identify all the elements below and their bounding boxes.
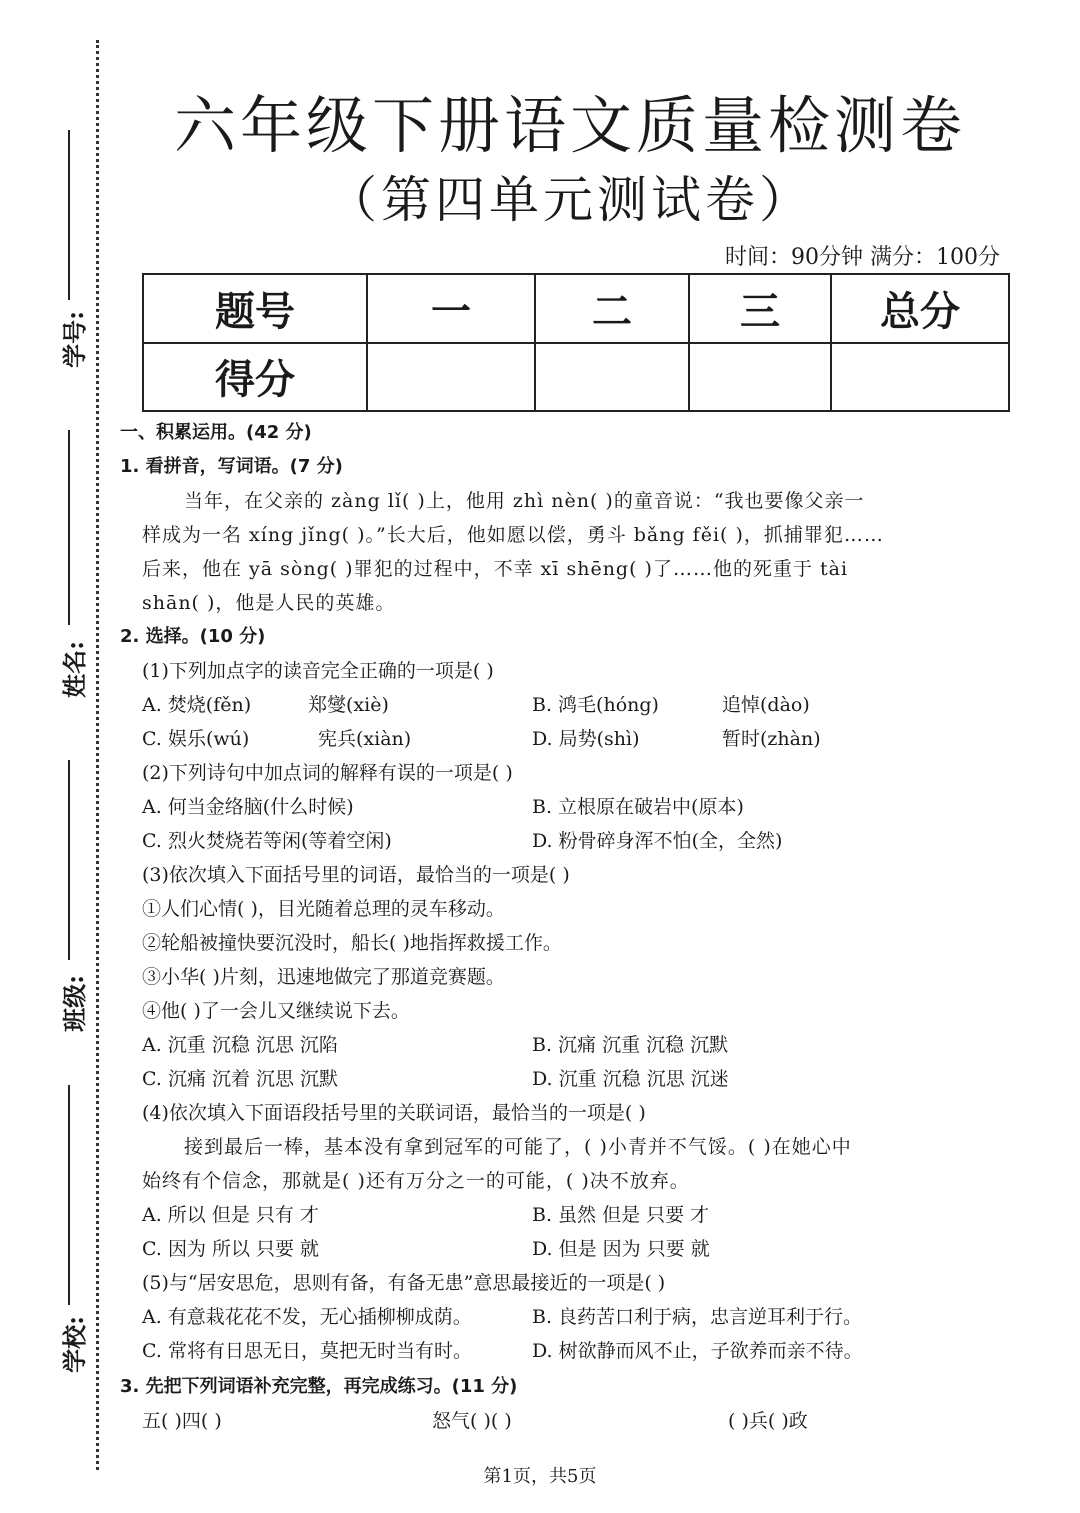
score-table <box>142 273 1010 412</box>
q1-label: 1. 看拼音，写词语。(7 分) <box>120 456 343 477</box>
student-id-label: 学号: <box>59 311 89 368</box>
q2-p5-option-c: C. 常将有日思无日，莫把无时当有时。 <box>142 1340 472 1362</box>
q2-p1: (1)下列加点字的读音完全正确的一项是( ) <box>142 660 494 682</box>
score-row-label: 得分 <box>143 343 367 412</box>
class-label: 班级: <box>59 975 89 1032</box>
school-label: 学校: <box>59 1316 89 1373</box>
q2-p5-option-b: B. 良药苦口利于病，忠言逆耳利于行。 <box>532 1306 863 1328</box>
section-1-heading: 一、积累运用。(42 分) <box>120 422 312 443</box>
q2-p4-option-d: D. 但是 因为 只要 就 <box>532 1238 710 1260</box>
q2-p1-option-b: B. 鸿毛(hóng) <box>532 694 659 716</box>
q2-p4-passage: 始终有个信念，那就是( )还有万分之一的可能，( )决不放弃。 <box>142 1170 690 1192</box>
q2-p4-option-b: B. 虽然 但是 只要 才 <box>532 1204 710 1226</box>
q2-p1-option-c: C. 娱乐(wú) <box>142 728 250 750</box>
q2-p3-option-b: B. 沉痛 沉重 沉稳 沉默 <box>532 1034 729 1056</box>
q2-p4-option-a: A. 所以 但是 只有 才 <box>142 1204 319 1226</box>
q2-p1-option-a: A. 焚烧(fěn) <box>142 694 252 716</box>
score-header-cell: 一 <box>367 274 535 343</box>
score-header-cell: 题号 <box>143 274 367 343</box>
page-subtitle: （第四单元测试卷） <box>327 171 813 229</box>
page-title: 六年级下册语文质量检测卷 <box>173 89 966 162</box>
q3-word-blank: 五( )四( ) <box>142 1410 222 1432</box>
q2-p2-option-a: A. 何当金络脑(什么时候) <box>142 796 354 818</box>
q2-p5: (5)与“居安思危，思则有备，有备无患”意思最接近的一项是( ) <box>142 1272 666 1294</box>
q2-p2-option-c: C. 烈火焚烧若等闲(等着空闲) <box>142 830 392 852</box>
q2-p3-option-a: A. 沉重 沉稳 沉思 沉陷 <box>142 1034 338 1056</box>
q2-p2-option-b: B. 立根原在破岩中(原本) <box>532 796 744 818</box>
q2-p3: (3)依次填入下面括号里的词语，最恰当的一项是( ) <box>142 864 570 886</box>
school-line[interactable] <box>68 1085 70 1305</box>
q2-p3-sentence: ④他( )了一会儿又继续说下去。 <box>142 1000 410 1022</box>
q2-p4-option-c: C. 因为 所以 只要 就 <box>142 1238 320 1260</box>
score-header-cell: 二 <box>535 274 689 343</box>
q2-p3-sentence: ③小华( )片刻，迅速地做完了那道竞赛题。 <box>142 966 505 988</box>
q2-p1-option-a2: 郑燮(xiè) <box>308 694 389 716</box>
q3-word-blank: 怒气( )( ) <box>432 1410 512 1432</box>
q2-p2-option-d: D. 粉骨碎身浑不怕(全，全然) <box>532 830 783 852</box>
q2-p2: (2)下列诗句中加点词的解释有误的一项是( ) <box>142 762 513 784</box>
q1-line: shān( )，他是人民的英雄。 <box>142 592 396 614</box>
q2-p1-option-d2: 暂时(zhàn) <box>722 728 821 750</box>
score-value-row <box>143 343 1009 412</box>
q2-p1-option-c2: 宪兵(xiàn) <box>318 728 412 750</box>
name-line[interactable] <box>68 430 70 625</box>
score-header-cell: 总分 <box>831 274 1009 343</box>
score-cell-1[interactable] <box>367 343 535 412</box>
q2-p5-option-a: A. 有意栽花花不发，无心插柳柳成荫。 <box>142 1306 472 1328</box>
q2-p3-option-c: C. 沉痛 沉着 沉思 沉默 <box>142 1068 339 1090</box>
class-line[interactable] <box>68 760 70 960</box>
score-cell-2[interactable] <box>535 343 689 412</box>
q1-line: 当年，在父亲的 zàng lǐ( )上，他用 zhì nèn( )的童音说：“我也要像父亲一 <box>184 490 865 512</box>
score-header-cell: 三 <box>689 274 831 343</box>
q2-p1-option-d: D. 局势(shì) <box>532 728 640 750</box>
score-cell-total[interactable] <box>831 343 1009 412</box>
q1-line: 样成为一名 xíng jǐng( )。”长大后，他如愿以偿，勇斗 bǎng fěi( )，抓捕罪犯…… <box>142 524 884 546</box>
q1-line: 后来，他在 yā sòng( )罪犯的过程中，不幸 xī shēng( )了……他的死重于 tài <box>142 558 849 580</box>
q2-p5-option-d: D. 树欲静而风不止，子欲养而亲不待。 <box>532 1340 863 1362</box>
q2-p3-sentence: ②轮船被撞快要沉没时，船长( )地指挥救援工作。 <box>142 932 562 954</box>
q2-p3-sentence: ①人们心情( )，目光随着总理的灵车移动。 <box>142 898 505 920</box>
score-cell-3[interactable] <box>689 343 831 412</box>
q3-word-blank: ( )兵( )政 <box>728 1410 808 1432</box>
page-number: 第1页，共5页 <box>483 1466 597 1487</box>
q3-label: 3. 先把下列词语补充完整，再完成练习。(11 分) <box>120 1376 518 1397</box>
q2-p3-option-d: D. 沉重 沉稳 沉思 沉迷 <box>532 1068 729 1090</box>
q2-p4: (4)依次填入下面语段括号里的关联词语，最恰当的一项是( ) <box>142 1102 646 1124</box>
binding-dotted-line <box>96 40 99 1470</box>
score-header-row <box>143 274 1009 343</box>
exam-meta: 时间：90分钟 满分：100分 <box>725 245 1000 270</box>
name-label: 姓名: <box>59 641 89 698</box>
q2-label: 2. 选择。(10 分) <box>120 626 266 647</box>
q2-p1-option-b2: 追悼(dào) <box>722 694 810 716</box>
q2-p4-passage: 接到最后一棒，基本没有拿到冠军的可能了，( )小青并不气馁。( )在她心中 <box>184 1136 852 1158</box>
